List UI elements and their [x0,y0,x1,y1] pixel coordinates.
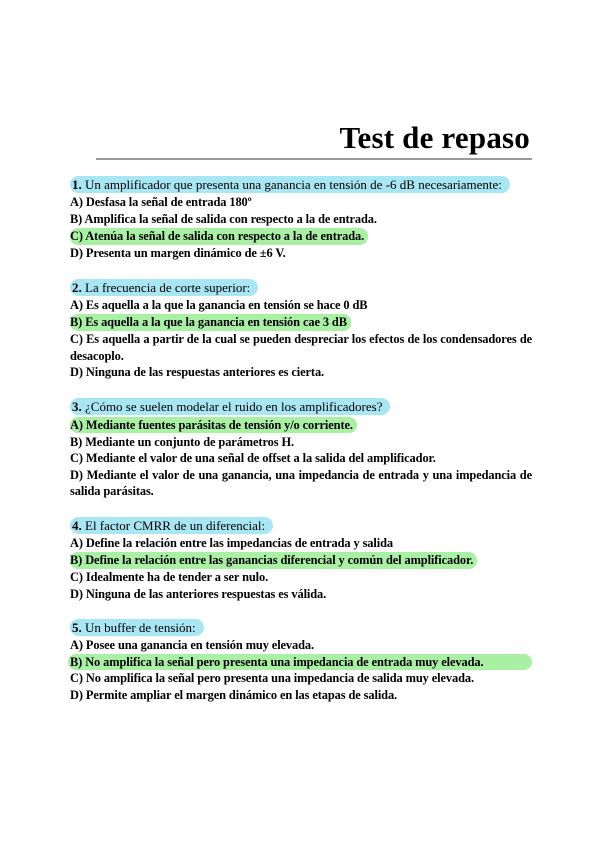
option-c-correct [70,228,368,245]
question-5-header [70,619,204,636]
option-b-correct [70,314,351,331]
option-letter: C) [70,451,83,465]
option-c [70,569,532,586]
option-text: Define la relación entre las ganancias diferencial y común del amplificador. [85,553,474,567]
option-text: Mediante fuentes parásitas de tensión y/o corriente. [85,417,353,432]
option-letter: C) [70,570,83,584]
option-text: Define la relación entre las impedancias de entrada y salida [85,535,393,550]
option-letter: B) [70,434,83,449]
question-3-options [70,416,532,500]
question-1 [70,176,532,262]
option-a [70,637,532,654]
option-letter: C) [70,332,83,346]
option-d [70,586,532,603]
option-letter: D) [70,467,83,482]
question-1-options [70,194,532,262]
option-letter: D) [70,586,83,601]
option-text: Es aquella a partir de la cual se pueden despreciar los efectos de los condensadores de desacoplo. [70,332,533,363]
option-text: Desfasa la señal de entrada 180º [85,195,252,209]
question-text: Un buffer de tensión: [85,620,196,635]
option-letter: B) [70,553,83,567]
option-letter: D) [70,687,83,702]
option-b-correct [68,654,532,671]
option-b [70,211,532,228]
option-c [70,670,532,687]
question-text: El factor CMRR de un diferencial: [85,517,266,533]
option-letter: B) [70,211,83,226]
option-text: Permite ampliar el margen dinámico en las etapas de salida. [85,687,398,702]
option-letter: A) [70,417,83,432]
option-b-correct [70,552,477,569]
question-5 [70,619,532,703]
option-text: Mediante el valor de una señal de offset a la salida del amplificador. [85,451,436,465]
question-1-header [70,176,510,193]
option-letter: A) [70,638,83,652]
option-text: Presenta un margen dinámico de ±6 V. [85,246,286,260]
option-letter: C) [70,671,83,685]
question-text: ¿Cómo se suelen modelar el ruido en los amplificadores? [85,398,383,414]
option-b-row [70,313,532,331]
option-d [70,364,532,381]
question-number: 2. [72,279,82,295]
question-3 [70,398,532,500]
question-3-header [70,398,390,415]
option-a-correct [70,417,357,434]
option-text: No amplifica la señal pero presenta una impedancia de salida muy elevada. [85,671,474,685]
option-b-row [70,551,532,569]
question-5-options [70,637,532,703]
option-letter: A) [70,297,83,312]
option-c [70,450,532,467]
option-letter: A) [70,195,83,209]
option-a-row [70,416,532,434]
question-text: La frecuencia de corte superior: [85,279,251,295]
option-letter: C) [70,229,83,243]
question-number: 5. [72,620,82,635]
option-text: Mediante el valor de una ganancia, una impedancia de entrada y una impedancia de salida parásitas. [70,467,532,498]
question-list [70,176,532,720]
option-text: Ninguna de las respuestas anteriores es cierta. [85,365,325,379]
question-text: Un amplificador que presenta una ganancia en tensión de -6 dB necesariamente: [85,177,502,192]
option-text: Ninguna de las anteriores respuestas es válida. [85,586,327,601]
page-title: Test de repaso [339,120,530,155]
title-divider [96,158,532,160]
option-letter: D) [70,365,83,379]
option-letter: A) [70,535,83,550]
option-text: Idealmente ha de tender a ser nulo. [85,570,269,584]
question-2-options [70,297,532,381]
option-letter: B) [70,315,83,329]
option-text: Posee una ganancia en tensión muy elevada. [85,638,315,652]
option-c [70,331,532,364]
option-a [70,535,532,552]
question-number: 1. [72,177,82,192]
question-4-header [70,517,273,534]
option-d [70,245,532,262]
option-text: Amplifica la señal de salida con respecto a la de entrada. [84,211,377,226]
option-text: No amplifica la señal pero presenta una impedancia de entrada muy elevada. [85,654,484,669]
question-number: 4. [72,517,82,533]
option-letter: B) [70,654,83,669]
option-a [70,194,532,211]
option-b [70,434,532,451]
question-4-options [70,535,532,603]
question-4 [70,517,532,603]
question-number: 3. [72,398,82,414]
question-2-header [70,279,258,296]
option-a [70,297,532,314]
option-c-row [70,227,532,245]
option-text: Mediante un conjunto de parámetros H. [85,434,294,449]
option-text: Atenúa la señal de salida con respecto a la de entrada. [85,229,365,243]
option-d [70,467,532,500]
question-2 [70,279,532,381]
option-letter: D) [70,246,83,260]
option-d [70,687,532,704]
option-text: Es aquella a la que la ganancia en tensión cae 3 dB [85,315,347,329]
option-text: Es aquella a la que la ganancia en tensión se hace 0 dB [85,297,368,312]
